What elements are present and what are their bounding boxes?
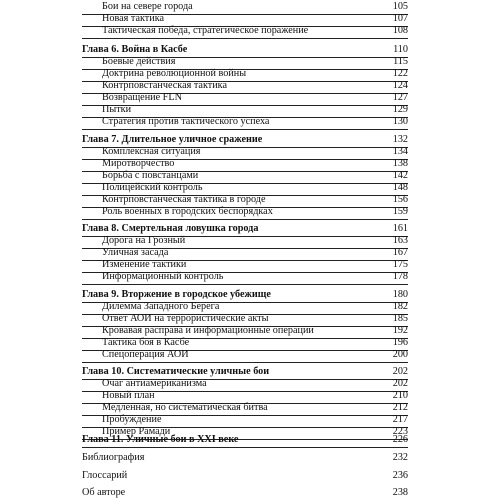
- toc-entry-page-number: 115: [393, 56, 408, 67]
- toc-entry-page-number: 200: [392, 349, 408, 360]
- toc-entry-page-number: 107: [392, 13, 408, 24]
- toc-entry-title: Кровавая расправа и информационные операции: [102, 325, 314, 336]
- toc-entry-page-number: 108: [392, 25, 408, 36]
- toc-entry: [82, 348, 408, 363]
- toc-entry-page-number: 217: [392, 414, 408, 425]
- toc-entry-title: Ответ АОИ на террористические акты: [102, 313, 269, 324]
- toc-entry-title: Глава 8. Смертельная ловушка города: [82, 223, 259, 234]
- toc-entry-title: Контрповстанческая тактика в городе: [102, 194, 266, 205]
- toc-entry-title: Очаг антиамериканизма: [102, 378, 207, 389]
- toc-entry-page-number: 232: [392, 452, 408, 463]
- toc-entry-page-number: 223: [392, 426, 408, 437]
- toc-entry-page-number: 142: [392, 170, 408, 181]
- toc-entry-title: Бои на севере города: [102, 1, 193, 12]
- toc-entry-title: Изменение тактики: [102, 259, 187, 270]
- toc-entry-title: Пример Рамади: [102, 426, 171, 437]
- toc-entry-page-number: 129: [392, 104, 408, 115]
- toc-entry-title: Возвращение FLN: [102, 92, 182, 103]
- toc-entry-title: Пробуждение: [102, 414, 162, 425]
- toc-entry-page-number: 202: [392, 378, 408, 389]
- toc-entry-page-number: 178: [392, 271, 408, 282]
- toc-entry-title: Тактика боя в Касбе: [102, 337, 190, 348]
- toc-entry-page-number: 148: [392, 182, 408, 193]
- toc-entry: [82, 115, 408, 130]
- toc-entry-page-number: 175: [392, 259, 408, 270]
- toc-entry-page-number: 132: [392, 134, 408, 145]
- toc-entry-title: Глава 10. Систематические уличные бои: [82, 366, 270, 377]
- toc-entry-page-number: 212: [392, 402, 408, 413]
- toc-entry-page-number: 167: [392, 247, 408, 258]
- toc-entry-title: Медленная, но систематическая битва: [102, 402, 268, 413]
- toc-entry-page-number: 182: [392, 301, 408, 312]
- toc-entry-title: Боевые действия: [102, 56, 176, 67]
- toc-entry-title: Новый план: [102, 390, 155, 401]
- toc-entry-title: Глава 9. Вторжение в городское убежище: [82, 289, 271, 300]
- toc-entry-title: Новая тактика: [102, 13, 165, 24]
- toc-entry-page-number: 196: [392, 337, 408, 348]
- toc-entry-title: Доктрина революционной войны: [102, 68, 247, 79]
- toc-entry: [82, 205, 408, 220]
- toc-entry-page-number: 124: [392, 80, 408, 91]
- toc-entry-title: Глава 6. Война в Касбе: [82, 44, 188, 55]
- toc-entry-page-number: 159: [392, 206, 408, 217]
- toc-entry-title: Роль военных в городских беспорядках: [102, 206, 273, 217]
- toc-chapter-entry: [82, 433, 408, 448]
- toc-entry-page-number: 180: [392, 289, 408, 300]
- toc-entry-page-number: 238: [392, 487, 408, 498]
- toc-entry-title: Глоссарий: [82, 470, 128, 481]
- toc-entry-title: Об авторе: [82, 487, 126, 498]
- toc-entry-title: Комплексная ситуация: [102, 146, 201, 157]
- toc-entry-page-number: 236: [392, 470, 408, 481]
- toc-entry-title: Борьба с повстанцами: [102, 170, 199, 181]
- toc-entry-page-number: 185: [392, 313, 408, 324]
- toc-entry-page-number: 202: [392, 366, 408, 377]
- toc-entry-page-number: 192: [392, 325, 408, 336]
- toc-entry-page-number: 134: [392, 146, 408, 157]
- toc-entry-page-number: 226: [392, 434, 408, 445]
- toc-entry: [82, 451, 408, 465]
- toc-entry-title: Пытки: [102, 104, 132, 115]
- toc-entry-title: Тактическая победа, стратегическое поражение: [102, 25, 309, 36]
- toc-entry-page-number: 130: [392, 116, 408, 127]
- toc-entry: [82, 469, 408, 483]
- toc-entry-title: Миротворчество: [102, 158, 175, 169]
- toc-entry-title: Уличная засада: [102, 247, 169, 258]
- toc-entry: [82, 24, 408, 39]
- toc-entry-title: Глава 7. Длительное уличное сражение: [82, 134, 263, 145]
- toc-entry-page-number: 127: [392, 92, 408, 103]
- toc-entry-title: Дилемма Западного Берега: [102, 301, 220, 312]
- toc-entry-title: Контрповстанческая тактика: [102, 80, 227, 91]
- toc-entry-page-number: 122: [392, 68, 408, 79]
- toc-entry-title: Информационный контроль: [102, 271, 224, 282]
- toc-entry-title: Глава 11. Уличные бои в XXI веке: [82, 434, 239, 445]
- toc-entry-page-number: 156: [392, 194, 408, 205]
- toc-entry-title: Библиография: [82, 452, 145, 463]
- toc-entry-title: Полицейский контроль: [102, 182, 203, 193]
- toc-entry-page-number: 138: [392, 158, 408, 169]
- toc-entry: [82, 486, 408, 500]
- toc-entry-page-number: 110: [393, 44, 408, 55]
- toc-entry-title: Стратегия против тактического успеха: [102, 116, 270, 127]
- toc-entry-page-number: 105: [392, 1, 408, 12]
- toc-entry: [82, 270, 408, 285]
- toc-entry-title: Дорога на Грозный: [102, 235, 186, 246]
- toc-entry-page-number: 163: [392, 235, 408, 246]
- toc-entry-page-number: 210: [392, 390, 408, 401]
- toc-entry-page-number: 161: [392, 223, 408, 234]
- toc-entry-title: Спецоперация АОИ: [102, 349, 189, 360]
